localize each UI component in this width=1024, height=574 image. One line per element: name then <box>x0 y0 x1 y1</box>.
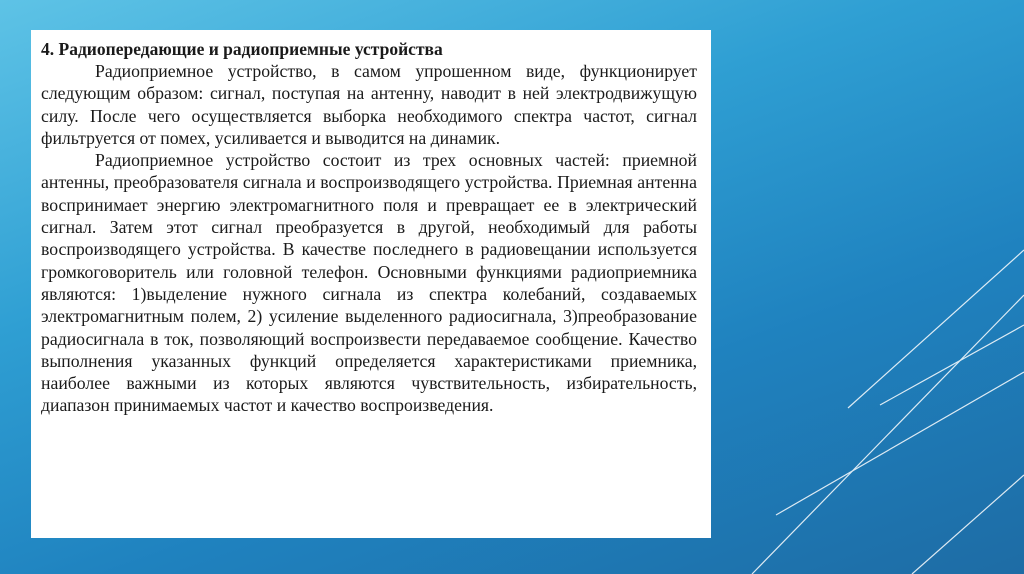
paragraph-2: Радиоприемное устройство состоит из трех основных частей: приемной антенны, преобразователя сигнала и воспроизводящего устройства. Приемная антенна воспринимает энергию электромагнитного поля и превращает ее в электрический сигнал. Затем этот сигнал преобразуется в другой, необходимый для работы воспроизводящего устройства. В качестве последнего в радиовещании используется громкоговоритель или головной телефон. Основными функциями радиоприемника являются: 1)выделение нужного сигнала из спектра колебаний, создаваемых электромагнитным полем, 2) усиление выделенного радиосигнала, 3)преобразование радиосигнала в ток, позволяющий воспроизвести передаваемое сообщение. Качество выполнения указанных функций определяется характеристиками приемника, наиболее важными из которых являются чувствительность, избирательность, диапазон принимаемых частот и качество воспроизведения. <box>41 150 697 416</box>
deco-line-5 <box>912 475 1024 574</box>
deco-line-1 <box>752 295 1024 574</box>
document-title: 4. Радиопередающие и радиоприемные устройства <box>41 39 443 59</box>
deco-line-3 <box>848 250 1024 408</box>
paragraph-1: Радиоприемное устройство, в самом упрошенном виде, функционирует следующим образом: сигнал, поступая на антенну, наводит в ней электродвижущую силу. После чего осуществляется выборка необходимого спектра частот, сигнал фильтруется от помех, усиливается и выводится на динамик. <box>41 61 697 148</box>
deco-line-4 <box>880 325 1024 405</box>
document-page <box>31 30 711 538</box>
